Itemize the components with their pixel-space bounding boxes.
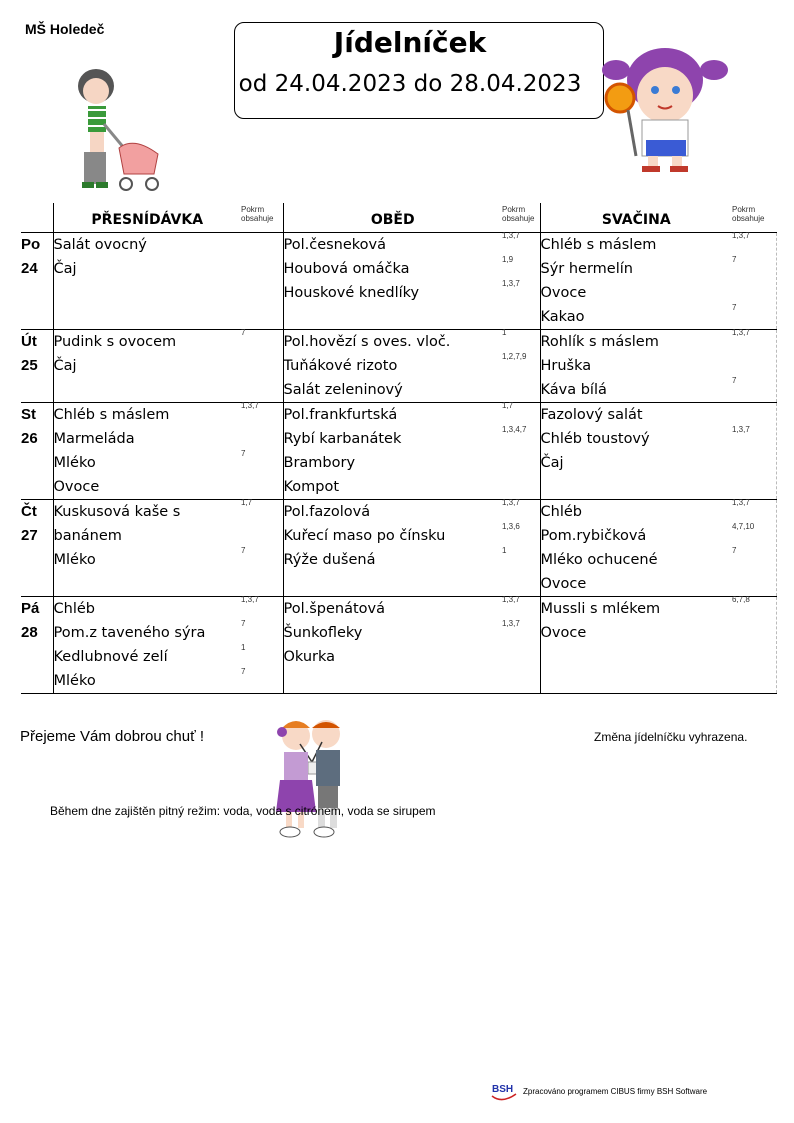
allergen-codes: 1,3,7 (502, 231, 520, 240)
day-row (21, 597, 776, 694)
menu-item: Chléb toustový (540, 431, 650, 447)
lunch-items (283, 233, 502, 330)
allergen-codes: 1,3,7 (502, 279, 520, 288)
day-row (21, 330, 776, 403)
day-cell (21, 500, 53, 597)
menu-item: Kakao (540, 309, 585, 325)
allergen-codes: 1 (241, 643, 246, 652)
menu-item: Pudink s ovocem (53, 334, 177, 350)
allergen-cell (732, 403, 776, 427)
breakfast-items (53, 597, 241, 694)
lunch-items (283, 403, 502, 500)
menu-item: Sýr hermelín (540, 261, 633, 277)
allergen-codes: 7 (241, 667, 246, 676)
allergen-cell (502, 524, 540, 548)
day-cell (21, 403, 53, 500)
snack-items (540, 233, 732, 330)
allergen-codes: 7 (241, 619, 246, 628)
lunch-allergen-header: Pokrm obsahuje (502, 203, 540, 233)
footer-credit: Zpracováno programem CIBUS firmy BSH Software (523, 1087, 708, 1096)
allergen-codes: 7 (732, 255, 737, 264)
lunch-header: OBĚD (283, 203, 502, 233)
allergen-cell (732, 548, 776, 572)
day-name: Pá (21, 600, 40, 617)
allergen-codes: 1,9 (502, 255, 514, 264)
children-drinking-illustration (272, 714, 352, 840)
day-row (21, 233, 776, 330)
date-range: od 24.04.2023 do 28.04.2023 (238, 71, 582, 97)
allergen-codes: 1,3,7 (732, 231, 750, 240)
allergen-codes: 7 (241, 328, 246, 337)
allergen-cell (732, 597, 776, 621)
allergen-cell (502, 330, 540, 354)
allergen-cell (732, 378, 776, 402)
menu-item: Čaj (53, 358, 77, 374)
lunch-allergens (502, 330, 540, 403)
day-date: 25 (21, 357, 38, 374)
allergen-cell (732, 305, 776, 329)
menu-item: Pom.rybičková (540, 528, 647, 544)
allergen-codes: 7 (241, 546, 246, 555)
menu-item: Ovoce (540, 625, 587, 641)
allergen-codes: 7 (241, 449, 246, 458)
allergen-cell (502, 233, 540, 257)
allergen-cell (732, 500, 776, 524)
change-note: Změna jídelníčku vyhrazena. (594, 730, 748, 744)
allergen-codes: 1,3,4,7 (502, 425, 527, 434)
snack-allergens (732, 500, 776, 597)
breakfast-items (53, 403, 241, 500)
day-date: 28 (21, 624, 38, 641)
allergen-cell (502, 354, 540, 378)
school-name: MŠ Holedeč (25, 21, 105, 37)
snack-allergen-header: Pokrm obsahuje (732, 203, 776, 233)
allergen-codes: 1,3,7 (502, 498, 520, 507)
allergen-codes: 1 (502, 546, 507, 555)
allergen-cell (502, 548, 540, 572)
allergen-cell (241, 427, 283, 451)
menu-item: Brambory (283, 455, 356, 471)
allergen-codes: 1,3,7 (241, 401, 259, 410)
allergen-codes: 1,3,7 (732, 328, 750, 337)
menu-item: Salát ovocný (53, 237, 147, 253)
allergen-cell (502, 281, 540, 305)
breakfast-allergen-header: Pokrm obsahuje (241, 203, 283, 233)
snack-items (540, 403, 732, 500)
menu-item: Rýže dušená (283, 552, 376, 568)
menu-item: Kompot (283, 479, 340, 495)
allergen-cell (241, 233, 283, 257)
breakfast-header: PŘESNÍDÁVKA (53, 203, 241, 233)
allergen-codes: 1,3,6 (502, 522, 520, 531)
day-date: 24 (21, 260, 38, 277)
allergen-cell (502, 475, 540, 499)
allergen-cell (732, 330, 776, 354)
allergen-cell (502, 257, 540, 281)
allergen-cell (732, 572, 776, 596)
menu-item: Pol.frankfurtská (283, 407, 398, 423)
day-name: St (21, 406, 36, 423)
menu-item: Mléko (53, 552, 96, 568)
allergen-codes: 1,7 (502, 401, 514, 410)
allergen-cell (502, 500, 540, 524)
menu-item: Houskové knedlíky (283, 285, 420, 301)
allergen-cell (502, 378, 540, 402)
allergen-codes: 1,7 (241, 498, 253, 507)
allergen-cell (241, 645, 283, 669)
allergen-cell (732, 524, 776, 548)
lunch-items (283, 330, 502, 403)
menu-item: Chléb s máslem (540, 237, 657, 253)
lunch-allergens (502, 500, 540, 597)
breakfast-allergens (241, 233, 283, 330)
day-name: Po (21, 236, 41, 253)
allergen-codes: 1,3,7 (502, 595, 520, 604)
allergen-cell (502, 621, 540, 645)
snack-allergens (732, 330, 776, 403)
menu-item: Fazolový salát (540, 407, 643, 423)
allergen-codes: 1,3,7 (241, 595, 259, 604)
snack-allergens (732, 233, 776, 330)
allergen-codes: 1,3,7 (732, 425, 750, 434)
allergen-cell (241, 354, 283, 378)
day-header (21, 203, 53, 233)
menu-item: Ovoce (53, 479, 100, 495)
lunch-allergens (502, 403, 540, 500)
breakfast-items (53, 233, 241, 330)
menu-item: Ovoce (540, 285, 587, 301)
allergen-codes: 7 (732, 546, 737, 555)
bsh-logo-text: BSH (492, 1084, 514, 1095)
allergen-cell (241, 669, 283, 693)
breakfast-allergens (241, 500, 283, 597)
menu-item: Mléko (53, 673, 96, 689)
allergen-cell (241, 475, 283, 499)
allergen-codes: 1 (502, 328, 507, 337)
menu-item: Kuřecí maso po čínsku (283, 528, 446, 544)
allergen-codes: 1,3,7 (502, 619, 520, 628)
day-cell (21, 597, 53, 694)
menu-header-row (21, 203, 776, 233)
day-date: 26 (21, 430, 38, 447)
lunch-items (283, 500, 502, 597)
menu-item: Pol.špenátová (283, 601, 386, 617)
menu-item: Tuňákové rizoto (283, 358, 398, 374)
menu-item: Šunkofleky (283, 625, 363, 641)
day-cell (21, 330, 53, 403)
menu-item: Hruška (540, 358, 592, 374)
allergen-cell (732, 621, 776, 645)
allergen-cell (732, 354, 776, 378)
page-title: Jídelníček (333, 26, 487, 59)
allergen-cell (732, 427, 776, 451)
menu-table (21, 203, 777, 694)
menu-item: Kuskusová kaše s banánem (53, 504, 181, 544)
girl-with-stroller-illustration (74, 66, 164, 196)
allergen-codes: 4,7,10 (732, 522, 755, 531)
allergen-cell (732, 281, 776, 305)
menu-item: Chléb s máslem (53, 407, 170, 423)
allergen-cell (241, 597, 283, 621)
menu-item: Čaj (53, 261, 77, 277)
allergen-cell (241, 548, 283, 572)
menu-item: Okurka (283, 649, 336, 665)
day-name: Čt (21, 503, 37, 520)
menu-item: Čaj (540, 455, 564, 471)
menu-item: Mléko (53, 455, 96, 471)
menu-item: Rybí karbanátek (283, 431, 402, 447)
allergen-cell (732, 233, 776, 257)
allergen-codes: 7 (732, 303, 737, 312)
snack-header: SVAČINA (540, 203, 732, 233)
allergen-cell (502, 403, 540, 427)
menu-item: Chléb (540, 504, 582, 520)
allergen-cell (732, 257, 776, 281)
day-cell (21, 233, 53, 330)
snack-items (540, 597, 732, 694)
menu-item: Chléb (53, 601, 95, 617)
allergen-codes: 1,3,7 (732, 498, 750, 507)
allergen-codes: 6,7,8 (732, 595, 750, 604)
menu-item: Marmeláda (53, 431, 135, 447)
allergen-cell (502, 451, 540, 475)
menu-item: Pol.hovězí s oves. vloč. (283, 334, 451, 350)
menu-item: Káva bílá (540, 382, 607, 398)
breakfast-allergens (241, 330, 283, 403)
menu-item: Mussli s mlékem (540, 601, 661, 617)
menu-item: Rohlík s máslem (540, 334, 659, 350)
menu-item: Ovoce (540, 576, 587, 592)
day-row (21, 500, 776, 597)
bsh-logo (490, 1082, 518, 1108)
menu-item: Pol.fazolová (283, 504, 371, 520)
day-name: Út (21, 333, 37, 350)
menu-item: Pol.česneková (283, 237, 387, 253)
allergen-cell (241, 500, 283, 548)
allergen-cell (241, 257, 283, 281)
drink-regime-note: Během dne zajištěn pitný režim: voda, voda s citrónem, voda se sirupem (50, 804, 436, 818)
menu-item: Kedlubnové zelí (53, 649, 168, 665)
allergen-cell (241, 330, 283, 354)
snack-items (540, 500, 732, 597)
day-row (21, 403, 776, 500)
snack-allergens (732, 597, 776, 694)
snack-allergens (732, 403, 776, 500)
allergen-codes: 1,2,7,9 (502, 352, 527, 361)
breakfast-allergens (241, 597, 283, 694)
menu-item: Mléko ochucené (540, 552, 658, 568)
breakfast-items (53, 500, 241, 597)
menu-item: Houbová omáčka (283, 261, 410, 277)
breakfast-allergens (241, 403, 283, 500)
allergen-cell (241, 621, 283, 645)
snack-items (540, 330, 732, 403)
day-date: 27 (21, 527, 38, 544)
allergen-cell (502, 597, 540, 621)
lunch-items (283, 597, 502, 694)
allergen-cell (732, 451, 776, 475)
girl-with-lollipop-illustration (598, 40, 733, 175)
wish-text: Přejeme Vám dobrou chuť ! (20, 728, 205, 745)
lunch-allergens (502, 233, 540, 330)
breakfast-items (53, 330, 241, 403)
allergen-codes: 7 (732, 376, 737, 385)
allergen-cell (241, 451, 283, 475)
allergen-cell (241, 403, 283, 427)
menu-item: Salát zeleninový (283, 382, 403, 398)
lunch-allergens (502, 597, 540, 694)
allergen-cell (502, 645, 540, 669)
menu-item: Pom.z taveného sýra (53, 625, 206, 641)
allergen-cell (502, 427, 540, 451)
